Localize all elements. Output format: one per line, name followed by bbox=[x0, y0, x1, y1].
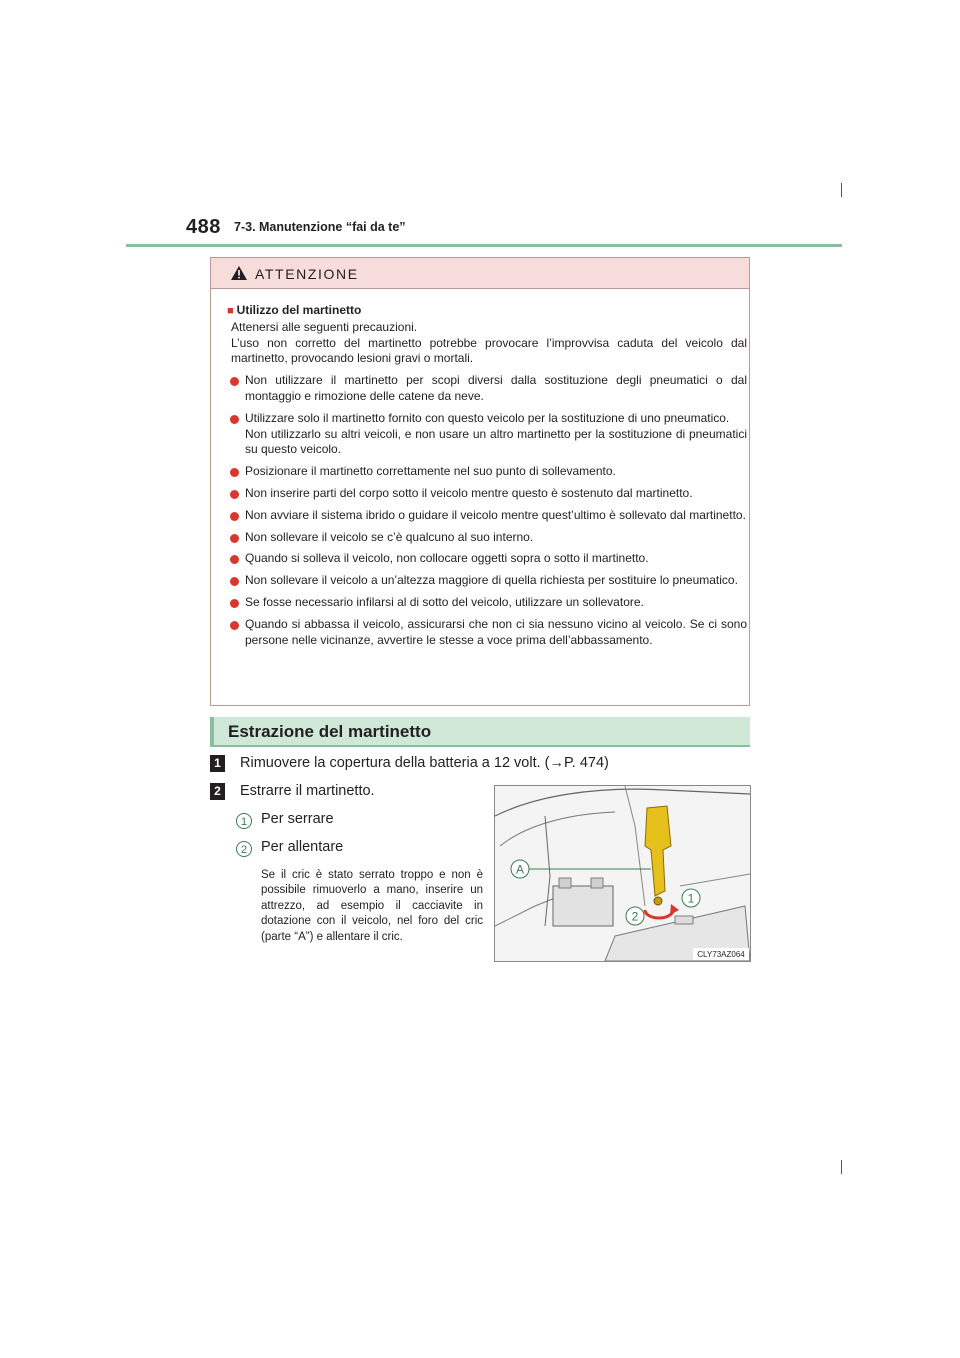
warning-title: ATTENZIONE bbox=[255, 266, 359, 282]
bullet-dot-icon bbox=[230, 599, 239, 608]
trunk-drawing bbox=[495, 786, 750, 961]
bullet-dot-icon bbox=[230, 512, 239, 521]
heading-square-icon: ■ bbox=[227, 305, 234, 317]
bullet-dot-icon bbox=[230, 534, 239, 543]
bullet-dot-icon bbox=[230, 577, 239, 586]
section-heading: Estrazione del martinetto bbox=[228, 722, 432, 741]
label-1: 1 bbox=[687, 891, 695, 906]
crop-mark-top-right bbox=[841, 183, 842, 197]
bullet-dot-icon bbox=[230, 555, 239, 564]
warning-bullet: Non utilizzare il martinetto per scopi diversi dalla sostituzione degli pneumatici o dal montaggio e rimozione delle catene da neve. bbox=[227, 373, 747, 405]
warning-intro-1: Attenersi alle seguenti precauzioni. bbox=[231, 319, 418, 334]
warning-box bbox=[210, 257, 750, 706]
jack-illustration bbox=[494, 785, 751, 962]
page-number: 488 bbox=[186, 216, 221, 238]
warning-heading: ■ Utilizzo del martinetto bbox=[227, 303, 362, 317]
figure-code: CLY73AZ064 bbox=[697, 950, 745, 959]
crop-mark-bottom-right bbox=[841, 1160, 842, 1174]
note-text: Se il cric è stato serrato troppo e non è possibile rimuoverlo a mano, inserire un attrezzo, ad esempio il cacciavite in dotazione con il veicolo, nel foro del cric (parte “A”) e allentare il cric. bbox=[261, 869, 483, 943]
sub-step-number: 1 bbox=[236, 813, 252, 829]
sub-step-text: Per allentare bbox=[261, 839, 344, 855]
step-text: Rimuovere la copertura della batteria a 12 volt. (→P. 474) bbox=[240, 755, 609, 771]
warning-bullet: Quando si solleva il veicolo, non collocare oggetti sopra o sotto il martinetto. bbox=[227, 551, 747, 567]
warning-bullet: Non avviare il sistema ibrido o guidare il veicolo mentre quest’ultimo è sollevato dal martinetto. bbox=[227, 508, 747, 524]
label-2: 2 bbox=[631, 909, 639, 924]
sub-step-number: 2 bbox=[236, 841, 252, 857]
warning-bullet: Quando si abbassa il veicolo, assicurarsi che non ci sia nessuno vicino al veicolo. Se ci sono persone nelle vicinanze, avvertire le stesse a voce prima dell’abbassamento. bbox=[227, 617, 747, 649]
bullet-dot-icon bbox=[230, 415, 239, 424]
warning-bullet: Non sollevare il veicolo a un’altezza maggiore di quella richiesta per sostituire lo pneumatico. bbox=[227, 573, 747, 589]
bullet-dot-icon bbox=[230, 377, 239, 386]
section-title: 7-3. Manutenzione “fai da te” bbox=[234, 220, 406, 234]
bullet-dot-icon bbox=[230, 490, 239, 499]
warning-bullet: Non inserire parti del corpo sotto il veicolo mentre questo è sostenuto dal martinetto. bbox=[227, 486, 747, 502]
warning-bullet: Utilizzare solo il martinetto fornito con questo veicolo per la sostituzione di uno pneumatico. Non utilizzarlo su altri veicoli, e non usare un altro martinetto per la sostituzione di pneumatici su questo veicolo. bbox=[227, 411, 747, 458]
warning-bullet: Posizionare il martinetto correttamente nel suo punto di sollevamento. bbox=[227, 464, 747, 480]
warning-header bbox=[211, 258, 749, 289]
section-heading-bar bbox=[210, 717, 750, 747]
warning-triangle-icon bbox=[231, 266, 247, 280]
bullet-dot-icon bbox=[230, 621, 239, 630]
warning-body bbox=[227, 303, 747, 648]
step-text: Estrarre il martinetto. bbox=[240, 783, 375, 799]
bullet-dot-icon bbox=[230, 468, 239, 477]
warning-bullet: Non sollevare il veicolo se c’è qualcuno al suo interno. bbox=[227, 530, 747, 546]
step-number-badge: 2 bbox=[210, 783, 225, 800]
sub-step-text: Per serrare bbox=[261, 811, 334, 827]
label-a: A bbox=[515, 862, 525, 877]
warning-intro-2: L’uso non corretto del martinetto potrebbe provocare l’improvvisa caduta del veicolo dal martinetto, provocando lesioni gravi o mortali. bbox=[231, 335, 747, 366]
step-number-badge: 1 bbox=[210, 755, 225, 772]
warning-bullet: Se fosse necessario infilarsi al di sotto del veicolo, utilizzare un sollevatore. bbox=[227, 595, 747, 611]
header-rule bbox=[126, 244, 842, 247]
